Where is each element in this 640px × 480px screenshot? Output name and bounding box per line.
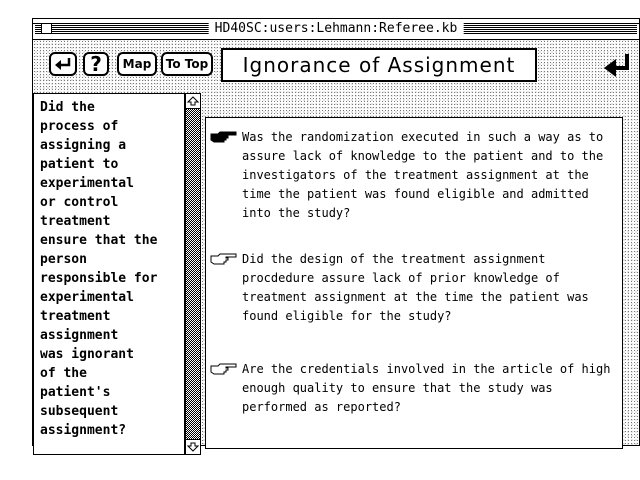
- answer-option-text: Was the randomization executed in such a way as to assure lack of knowledge to the patient and to the investigators of the treatment assignment at the time the patient was found eligible and admitted into the study?: [242, 130, 604, 220]
- question-field: Did the process of assigning a patient to experimental or control treatment ensure that the person responsible for experimental treatment assignment was ignorant of the patient's subsequent assignment?: [33, 93, 185, 455]
- close-box[interactable]: [41, 23, 52, 34]
- back-button[interactable]: [49, 52, 77, 76]
- question-scrollbar[interactable]: [185, 93, 201, 455]
- answer-options-panel: [205, 117, 623, 449]
- scroll-up-arrow[interactable]: [186, 94, 200, 109]
- hypercard-window: [32, 18, 640, 446]
- card-background: [33, 40, 639, 445]
- card-heading: [221, 48, 537, 82]
- map-button[interactable]: [117, 52, 157, 76]
- pointing-hand-icon[interactable]: [210, 250, 238, 326]
- pointing-hand-icon[interactable]: [210, 360, 238, 417]
- return-button[interactable]: [603, 52, 633, 80]
- answer-option[interactable]: [210, 250, 616, 326]
- card-heading-text: Ignorance of Assignment: [242, 53, 516, 77]
- window-title: HD40SC:users:Lehmann:Referee.kb: [209, 20, 464, 38]
- help-button[interactable]: [83, 52, 109, 76]
- return-arrow-icon: [603, 52, 633, 80]
- title-bar[interactable]: [33, 19, 639, 40]
- scroll-up-icon: [187, 96, 199, 106]
- answer-option-text: Did the design of the treatment assignment procdedure assure lack of prior knowledge of treatment assignment at the time the patient was found eligible for the study?: [242, 252, 589, 323]
- answer-option[interactable]: [210, 360, 616, 417]
- answer-option-text: Are the credentials involved in the article of high enough quality to ensure that the study was performed as reported?: [242, 362, 611, 414]
- scroll-down-icon: [187, 442, 199, 452]
- map-label: Map: [122, 57, 152, 71]
- back-arrow-icon: [53, 56, 73, 72]
- to-top-label: To Top: [165, 57, 209, 71]
- answer-option[interactable]: [210, 128, 616, 223]
- pointing-hand-icon[interactable]: [210, 128, 238, 223]
- scroll-down-arrow[interactable]: [186, 439, 200, 454]
- help-label: ?: [90, 52, 102, 76]
- to-top-button[interactable]: [161, 52, 213, 76]
